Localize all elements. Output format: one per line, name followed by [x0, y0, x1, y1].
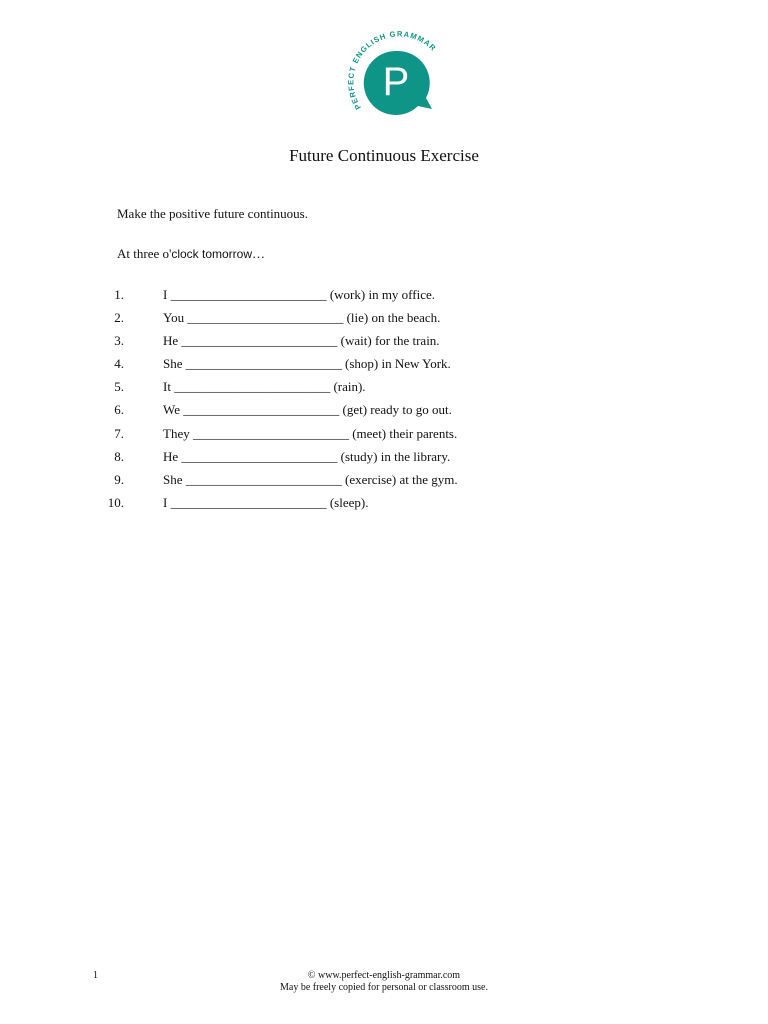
exercise-number: 2.: [114, 310, 124, 326]
brand-logo: [340, 18, 444, 122]
exercise-sentence: I ________________________ (sleep).: [163, 494, 369, 510]
exercise-sentence: I ________________________ (work) in my office.: [163, 287, 436, 302]
exercise-sentence: You ________________________ (lie) on the beach.: [163, 310, 441, 326]
brand-name-arc: PERFECT ENGLISH GRAMMAR: [346, 29, 439, 112]
exercise-number: 8.: [114, 448, 124, 464]
exercise-number: 4.: [114, 356, 124, 372]
exercise-sentence: He ________________________ (wait) for the train.: [163, 333, 440, 349]
exercise-sentence: He ________________________ (study) in the library.: [163, 448, 451, 464]
exercise-number: 9.: [114, 471, 124, 487]
exercise-number: 6.: [114, 402, 124, 418]
exercise-sentence: She ________________________ (exercise) at the gym.: [163, 471, 458, 487]
exercise-number: 1.: [114, 287, 124, 302]
exercise-sentence: We ________________________ (get) ready to go out.: [163, 402, 452, 418]
exercise-number: 3.: [114, 333, 124, 349]
page-number: 1: [93, 970, 98, 981]
exercise-number: 7.: [114, 425, 124, 441]
exercise-sentence: She ________________________ (shop) in New York.: [163, 356, 451, 372]
footer-copyright: © www.perfect-english-grammar.com: [307, 970, 461, 981]
brand-letter: P: [382, 60, 410, 104]
exercise-number: 10.: [107, 494, 124, 510]
page-title: Future Continuous Exercise: [289, 146, 479, 165]
instruction-text: Make the positive future continuous.: [117, 206, 308, 221]
exercise-sentence: It ________________________ (rain).: [163, 379, 366, 395]
footer-usage: May be freely copied for personal or classroom use.: [280, 982, 488, 993]
footer: [0, 970, 768, 994]
context-text: At three o'clock tomorrow…: [117, 246, 266, 261]
exercise-number: 5.: [114, 379, 124, 395]
exercise-sentence: They ________________________ (meet) their parents.: [163, 425, 458, 441]
